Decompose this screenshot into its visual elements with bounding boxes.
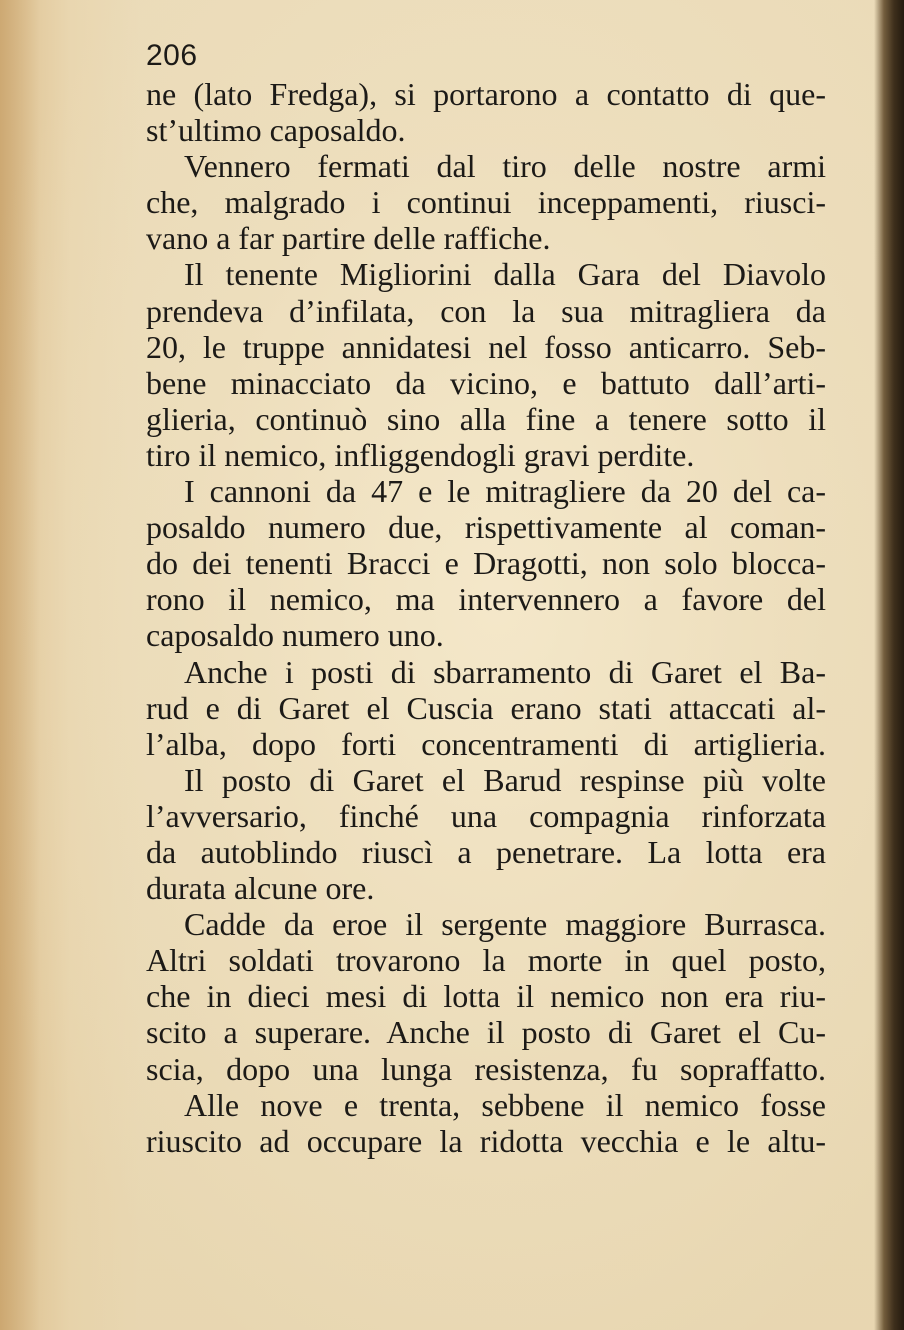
text-line: l’avversario, finché una compagnia rinforzata bbox=[146, 797, 826, 834]
text-line: Altri soldati trovarono la morte in quel posto, bbox=[146, 942, 826, 979]
text-line: rono il nemico, ma intervennero a favore del bbox=[146, 581, 826, 618]
page-number: 206 bbox=[146, 39, 198, 72]
page-gutter-shadow bbox=[0, 0, 40, 1330]
text-line: ne (lato Fredga), si portarono a contatto di que- bbox=[146, 76, 826, 112]
text-line: bene minacciato da vicino, e battuto dall’arti- bbox=[146, 364, 826, 401]
text-line: Il posto di Garet el Barud respinse più volte bbox=[184, 761, 826, 798]
text-line: do dei tenenti Bracci e Dragotti, non solo blocca- bbox=[146, 545, 826, 582]
text-line: caposaldo numero uno. bbox=[146, 617, 444, 654]
text-line: glieria, continuò sino alla fine a tenere sotto il bbox=[146, 400, 826, 437]
text-line: Anche i posti di sbarramento di Garet el Ba- bbox=[184, 653, 826, 690]
text-line: st’ultimo caposaldo. bbox=[146, 112, 406, 149]
body-text bbox=[146, 76, 826, 1159]
text-line: che in dieci mesi di lotta il nemico non era riu- bbox=[146, 978, 826, 1015]
text-line: rud e di Garet el Cuscia erano stati attaccati al- bbox=[146, 689, 826, 726]
book-page bbox=[146, 38, 826, 1159]
text-line: prendeva d’infilata, con la sua mitragliera da bbox=[146, 292, 826, 329]
text-line: tiro il nemico, infliggendogli gravi perdite. bbox=[146, 436, 695, 473]
text-line: Il tenente Migliorini dalla Gara del Diavolo bbox=[184, 256, 826, 293]
text-line: l’alba, dopo forti concentramenti di artiglieria. bbox=[146, 725, 826, 762]
text-line: Vennero fermati dal tiro delle nostre armi bbox=[184, 148, 826, 185]
text-line: durata alcune ore. bbox=[146, 870, 375, 907]
text-line: che, malgrado i continui inceppamenti, riusci- bbox=[146, 184, 826, 221]
text-line: da autoblindo riuscì a penetrare. La lotta era bbox=[146, 833, 826, 870]
text-line: scito a superare. Anche il posto di Garet el Cu- bbox=[146, 1014, 826, 1051]
text-line: posaldo numero due, rispettivamente al coman- bbox=[146, 509, 826, 546]
text-line: Cadde da eroe il sergente maggiore Burrasca. bbox=[184, 906, 826, 943]
text-line: riuscito ad occupare la ridotta vecchia e le altu- bbox=[146, 1122, 826, 1159]
text-line: 20, le truppe annidatesi nel fosso anticarro. Seb- bbox=[146, 328, 826, 365]
page-edge bbox=[874, 0, 904, 1330]
text-line: I cannoni da 47 e le mitragliere da 20 del ca- bbox=[184, 473, 826, 510]
text-line: scia, dopo una lunga resistenza, fu sopraffatto. bbox=[146, 1050, 826, 1087]
text-line: Alle nove e trenta, sebbene il nemico fosse bbox=[184, 1086, 826, 1123]
text-line: vano a far partire delle raffiche. bbox=[146, 220, 551, 257]
